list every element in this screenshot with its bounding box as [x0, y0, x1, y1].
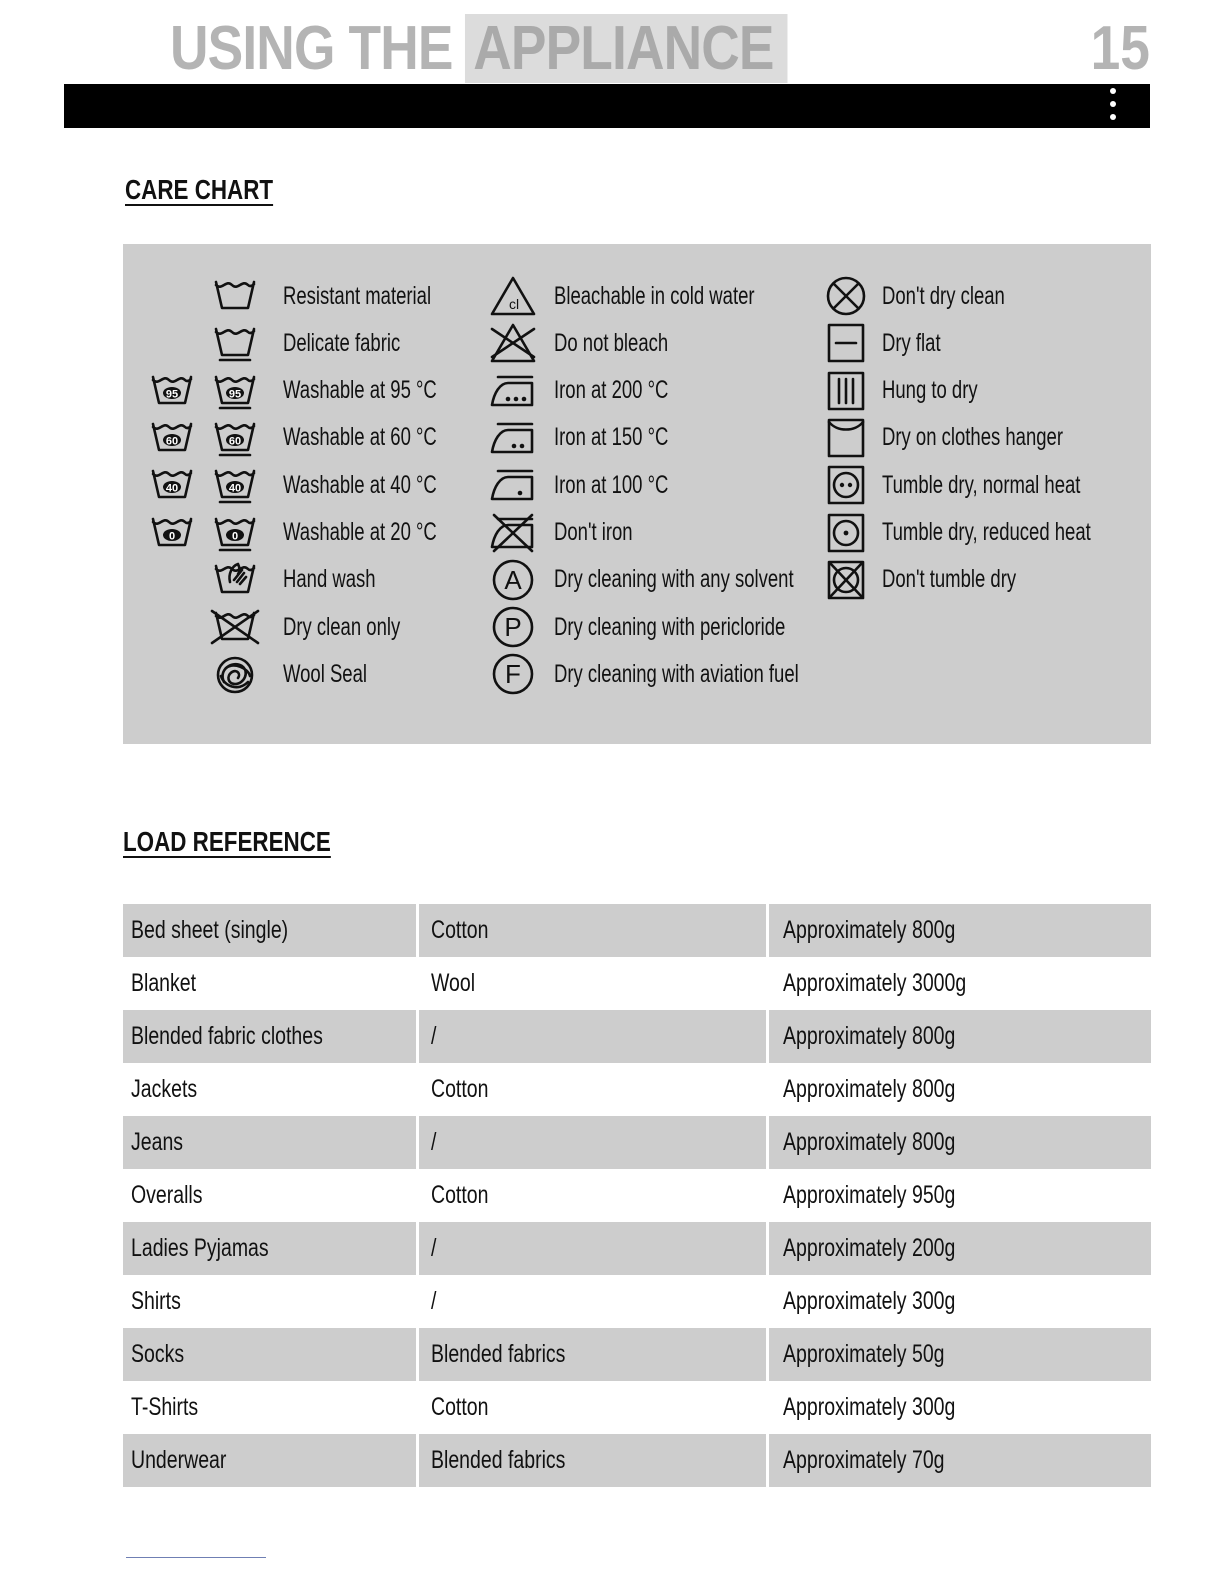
washtub-icon	[210, 276, 260, 316]
care-label-text: Dry flat	[882, 328, 941, 357]
cell-text: Wool	[430, 969, 475, 997]
cell-text: Approximately 50g	[782, 1340, 945, 1368]
dry-clean-p-icon	[488, 607, 538, 647]
care-symbol-label	[554, 651, 885, 697]
item-cell	[123, 1010, 417, 1063]
care-symbol-label	[554, 368, 709, 414]
fabric-cell	[417, 1010, 767, 1063]
cell-text: Bed sheet (single)	[131, 916, 289, 944]
weight-cell	[767, 1116, 1151, 1169]
care-label-text: Dry cleaning with aviation fuel	[554, 659, 799, 688]
care-symbol-label	[882, 557, 1063, 603]
washtub-0-delicate-icon	[210, 513, 260, 553]
footer-rule	[126, 1557, 266, 1558]
cell-text: Jeans	[131, 1128, 184, 1156]
washtub-95-icon	[147, 371, 197, 411]
cell-text: Socks	[131, 1340, 185, 1368]
tumble-dry-normal-icon	[821, 465, 871, 505]
table-row	[123, 1010, 1151, 1063]
care-symbol-label	[283, 273, 483, 319]
dry-clean-a-icon	[488, 560, 538, 600]
table-row	[123, 1063, 1151, 1116]
weight-cell	[767, 1169, 1151, 1222]
cell-text: Approximately 70g	[782, 1446, 945, 1474]
care-symbol-label	[882, 273, 1048, 319]
washtub-95-delicate-icon	[210, 371, 260, 411]
washtub-40-icon	[147, 465, 197, 505]
weight-cell	[767, 957, 1151, 1010]
iron-1-dot-icon	[488, 465, 538, 505]
cell-text: /	[430, 1128, 436, 1156]
fabric-cell	[417, 1328, 767, 1381]
header-title-highlight: APPLIANCE	[465, 14, 788, 83]
header-dots-decoration	[1110, 88, 1118, 127]
svg-text:40: 40	[228, 482, 242, 495]
iron-3-dots-icon	[488, 371, 538, 411]
care-symbol-label	[554, 462, 709, 508]
cell-text: Approximately 800g	[782, 1128, 955, 1156]
svg-text:60: 60	[228, 435, 242, 448]
cell-text: Cotton	[430, 916, 488, 944]
care-symbol-label	[283, 604, 441, 650]
iron-2-dots-icon	[488, 418, 538, 458]
page-header-title	[170, 14, 787, 84]
washtub-delicate-icon	[210, 323, 260, 363]
weight-cell	[767, 1275, 1151, 1328]
no-iron-icon	[488, 513, 538, 553]
care-symbol-label	[554, 510, 660, 556]
cell-text: Approximately 800g	[782, 916, 955, 944]
care-label-text: Do not bleach	[554, 328, 669, 357]
care-label-text: Don't dry clean	[882, 281, 1005, 310]
fabric-cell	[417, 957, 767, 1010]
item-cell	[123, 957, 417, 1010]
table-row	[123, 1169, 1151, 1222]
cell-text: Approximately 300g	[782, 1393, 955, 1421]
weight-cell	[767, 904, 1151, 957]
washtub-60-icon	[147, 418, 197, 458]
item-cell	[123, 904, 417, 957]
care-symbol-label	[882, 368, 1011, 414]
care-symbol-label	[882, 510, 1164, 556]
wool-seal-icon	[210, 654, 260, 694]
care-label-text: Resistant material	[283, 281, 432, 310]
weight-cell	[767, 1381, 1151, 1434]
care-label-text: Wool Seal	[283, 659, 367, 688]
item-cell	[123, 1169, 417, 1222]
table-row	[123, 1328, 1151, 1381]
item-cell	[123, 1063, 417, 1116]
cell-text: Shirts	[131, 1287, 181, 1315]
care-label-text: Washable at 40 °C	[283, 470, 437, 499]
weight-cell	[767, 1222, 1151, 1275]
cell-text: Approximately 200g	[782, 1234, 955, 1262]
care-symbol-label	[283, 557, 408, 603]
care-symbol-label	[283, 320, 441, 366]
care-label-text: Hand wash	[283, 565, 376, 594]
care-chart-title: CARE CHART	[125, 174, 274, 205]
svg-text:cl: cl	[508, 296, 520, 312]
cell-text: Blanket	[131, 969, 197, 997]
cell-text: Blended fabrics	[430, 1340, 565, 1368]
table-row	[123, 1275, 1151, 1328]
fabric-cell	[417, 1275, 767, 1328]
care-label-text: Dry cleaning with any solvent	[554, 565, 794, 594]
cell-text: Cotton	[430, 1075, 488, 1103]
care-label-text: Dry cleaning with pericloride	[554, 612, 786, 641]
load-reference-title: LOAD REFERENCE	[123, 826, 331, 857]
cell-text: Approximately 800g	[782, 1022, 955, 1050]
hang-dry-icon	[821, 371, 871, 411]
washtub-60-delicate-icon	[210, 418, 260, 458]
svg-text:A: A	[504, 564, 522, 595]
care-label-text: Washable at 60 °C	[283, 423, 437, 452]
care-label-text: Don't iron	[554, 518, 633, 546]
weight-cell	[767, 1434, 1151, 1487]
fabric-cell	[417, 1381, 767, 1434]
care-label-text: Don't tumble dry	[882, 565, 1017, 594]
cell-text: /	[430, 1234, 436, 1262]
cell-text: Overalls	[131, 1181, 203, 1209]
table-row	[123, 904, 1151, 957]
cell-text: Blended fabrics	[430, 1446, 565, 1474]
washtub-40-delicate-icon	[210, 465, 260, 505]
care-label-text: Bleachable in cold water	[554, 281, 755, 310]
svg-text:0: 0	[168, 530, 176, 542]
svg-text:60: 60	[165, 435, 179, 448]
table-row	[123, 1434, 1151, 1487]
care-label-text: Iron at 100 °C	[554, 470, 669, 499]
care-label-text: Tumble dry, reduced heat	[882, 518, 1091, 546]
fabric-cell	[417, 1434, 767, 1487]
cell-text: Ladies Pyjamas	[131, 1234, 269, 1262]
no-dry-clean-icon	[821, 276, 871, 316]
care-label-text: Dry clean only	[283, 612, 401, 641]
svg-text:95: 95	[228, 388, 242, 401]
load-reference-table	[123, 904, 1151, 1487]
care-symbol-label	[283, 462, 491, 508]
care-label-text: Iron at 200 °C	[554, 376, 669, 405]
care-symbol-label	[283, 510, 491, 556]
fabric-cell	[417, 904, 767, 957]
item-cell	[123, 1275, 417, 1328]
care-label-text: Delicate fabric	[283, 328, 401, 357]
svg-text:P: P	[504, 612, 522, 643]
cell-text: /	[430, 1022, 436, 1050]
weight-cell	[767, 1063, 1151, 1116]
weight-cell	[767, 1328, 1151, 1381]
tumble-dry-low-icon	[821, 513, 871, 553]
care-symbol-label	[554, 604, 867, 650]
weight-cell	[767, 1010, 1151, 1063]
care-symbol-label	[554, 273, 825, 319]
cell-text: Approximately 3000g	[782, 969, 966, 997]
cell-text: Approximately 300g	[782, 1287, 955, 1315]
cell-text: Jackets	[131, 1075, 198, 1103]
svg-text:40: 40	[165, 482, 179, 495]
item-cell	[123, 1116, 417, 1169]
washtub-0-icon	[147, 513, 197, 553]
care-symbol-label	[554, 415, 709, 461]
care-symbol-label	[283, 651, 397, 697]
item-cell	[123, 1328, 417, 1381]
cell-text: T-Shirts	[131, 1393, 199, 1421]
care-label-text: Dry on clothes hanger	[882, 423, 1063, 452]
header-bar	[64, 84, 1150, 128]
dry-flat-icon	[821, 323, 871, 363]
care-symbol-label	[882, 462, 1150, 508]
care-symbol-label	[283, 368, 491, 414]
care-chart-panel	[123, 244, 1151, 744]
svg-text:F: F	[505, 659, 521, 690]
cell-text: Cotton	[430, 1181, 488, 1209]
care-label-text: Tumble dry, normal heat	[882, 470, 1081, 499]
care-label-text: Iron at 150 °C	[554, 423, 669, 452]
table-row	[123, 957, 1151, 1010]
cell-text: Underwear	[131, 1446, 227, 1474]
hand-wash-icon	[210, 560, 260, 600]
svg-text:0: 0	[231, 530, 239, 542]
bleach-cl-icon	[488, 276, 538, 316]
no-bleach-icon	[488, 323, 538, 363]
care-label-text: Washable at 20 °C	[283, 518, 437, 546]
page-number: 15	[1090, 14, 1150, 83]
cell-text: Blended fabric clothes	[131, 1022, 323, 1050]
cell-text: Approximately 950g	[782, 1181, 955, 1209]
line-dry-icon	[821, 418, 871, 458]
item-cell	[123, 1381, 417, 1434]
fabric-cell	[417, 1222, 767, 1275]
table-row	[123, 1116, 1151, 1169]
fabric-cell	[417, 1169, 767, 1222]
care-symbol-label	[882, 320, 961, 366]
fabric-cell	[417, 1063, 767, 1116]
item-cell	[123, 1222, 417, 1275]
no-wash-icon	[210, 607, 260, 647]
cell-text: /	[430, 1287, 436, 1315]
item-cell	[123, 1434, 417, 1487]
table-row	[123, 1222, 1151, 1275]
svg-text:95: 95	[165, 388, 179, 401]
header-title-part1: USING THE	[170, 14, 453, 83]
fabric-cell	[417, 1116, 767, 1169]
care-label-text: Washable at 95 °C	[283, 376, 437, 405]
care-symbol-label	[554, 320, 708, 366]
table-row	[123, 1381, 1151, 1434]
cell-text: Approximately 800g	[782, 1075, 955, 1103]
no-tumble-dry-icon	[821, 560, 871, 600]
cell-text: Cotton	[430, 1393, 488, 1421]
care-label-text: Hung to dry	[882, 376, 978, 405]
care-symbol-label	[882, 415, 1127, 461]
dry-clean-f-icon	[488, 654, 538, 694]
care-symbol-label	[283, 415, 491, 461]
